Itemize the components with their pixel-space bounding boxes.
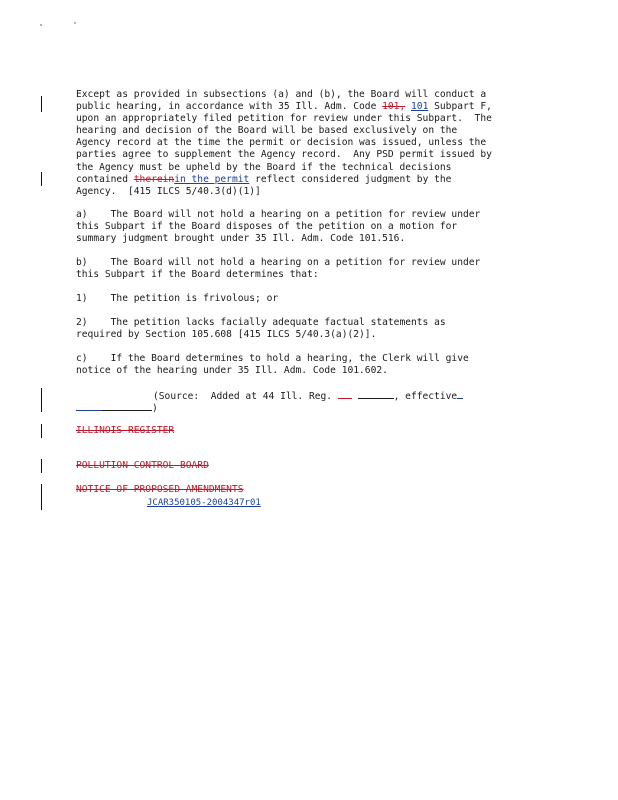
item-2-line-1: 2) The petition lacks facially adequate factual statements as bbox=[76, 317, 446, 328]
subsection-c bbox=[76, 353, 546, 377]
main-line-7: the Agency must be upheld by the Board if the technical decisions bbox=[76, 161, 452, 173]
subsection-b bbox=[76, 257, 546, 281]
main-line-5: Agency record at the time the permit or decision was issued, unless the bbox=[76, 137, 487, 149]
source-note-line-2: ) bbox=[76, 401, 158, 415]
scan-speck bbox=[40, 24, 42, 26]
item-1-line: 1) The petition is frivolous; or bbox=[76, 293, 279, 304]
subsection-a-line-1: a) The Board will not hold a hearing on a petition for review under bbox=[76, 209, 481, 220]
deleted-header-board: POLLUTION CONTROL BOARD bbox=[76, 460, 209, 471]
main-line-6: parties agree to supplement the Agency record. Any PSD permit issued by bbox=[76, 149, 492, 161]
main-line-4: hearing and decision of the Board will be based exclusively on the bbox=[76, 125, 458, 137]
item-1 bbox=[76, 293, 546, 305]
main-line-9: Agency. [415 ILCS 5/40.3(d)(1)] bbox=[76, 185, 261, 197]
change-bar bbox=[41, 484, 42, 510]
main-line-8: contained thereinin the permit reflect considered judgment by the bbox=[76, 173, 452, 185]
subsection-a-line-3: summary judgment brought under 35 Ill. Adm. Code 101.516. bbox=[76, 233, 406, 245]
blank-page bbox=[358, 389, 394, 399]
main-line-2: public hearing, in accordance with 35 Ill. Adm. Code 101, 101 Subpart F, bbox=[76, 101, 492, 113]
subsection-c-line-1: c) If the Board determines to hold a hearing, the Clerk will give bbox=[76, 353, 469, 364]
deleted-text: 101, bbox=[382, 101, 406, 113]
source-note-line-1: (Source: Added at 44 Ill. Reg. , effective bbox=[153, 389, 463, 403]
subsection-a-line-2: this Subpart if the Board disposes of the petition on a motion for bbox=[76, 221, 458, 233]
inserted-text: 101 bbox=[411, 101, 429, 113]
change-bar bbox=[41, 388, 42, 412]
main-paragraph bbox=[76, 89, 546, 198]
blank-date-tail bbox=[457, 389, 463, 399]
item-2-line-2: required by Section 105.608 [415 ILCS 5/40.3(a)(2)]. bbox=[76, 329, 377, 341]
blank-date-inserted bbox=[76, 401, 102, 411]
change-bar bbox=[41, 424, 42, 438]
subsection-c-line-2: notice of the hearing under 35 Ill. Adm. Code 101.602. bbox=[76, 365, 388, 377]
subsection-b-line-1: b) The Board will not hold a hearing on a petition for review under bbox=[76, 257, 481, 268]
main-line-3: upon an appropriately filed petition for review under this Subpart. The bbox=[76, 113, 492, 125]
blank-date bbox=[102, 401, 152, 411]
deleted-text: therein bbox=[133, 173, 175, 185]
subsection-a bbox=[76, 209, 546, 245]
subsection-b-line-2: this Subpart if the Board determines that: bbox=[76, 269, 319, 281]
item-2 bbox=[76, 317, 546, 341]
blank-volume bbox=[338, 389, 352, 399]
scan-speck bbox=[74, 22, 76, 24]
change-bar bbox=[41, 459, 42, 473]
change-bar bbox=[41, 96, 42, 112]
deleted-header-register: ILLINOIS REGISTER bbox=[76, 425, 175, 436]
footer-document-code: JCAR350105-2004347r01 bbox=[147, 498, 261, 508]
inserted-text: in the permit bbox=[174, 173, 250, 185]
main-line-1: Except as provided in subsections (a) and (b), the Board will conduct a bbox=[76, 89, 487, 100]
change-bar bbox=[41, 172, 42, 186]
deleted-header-notice: NOTICE OF PROPOSED AMENDMENTS bbox=[76, 484, 244, 495]
